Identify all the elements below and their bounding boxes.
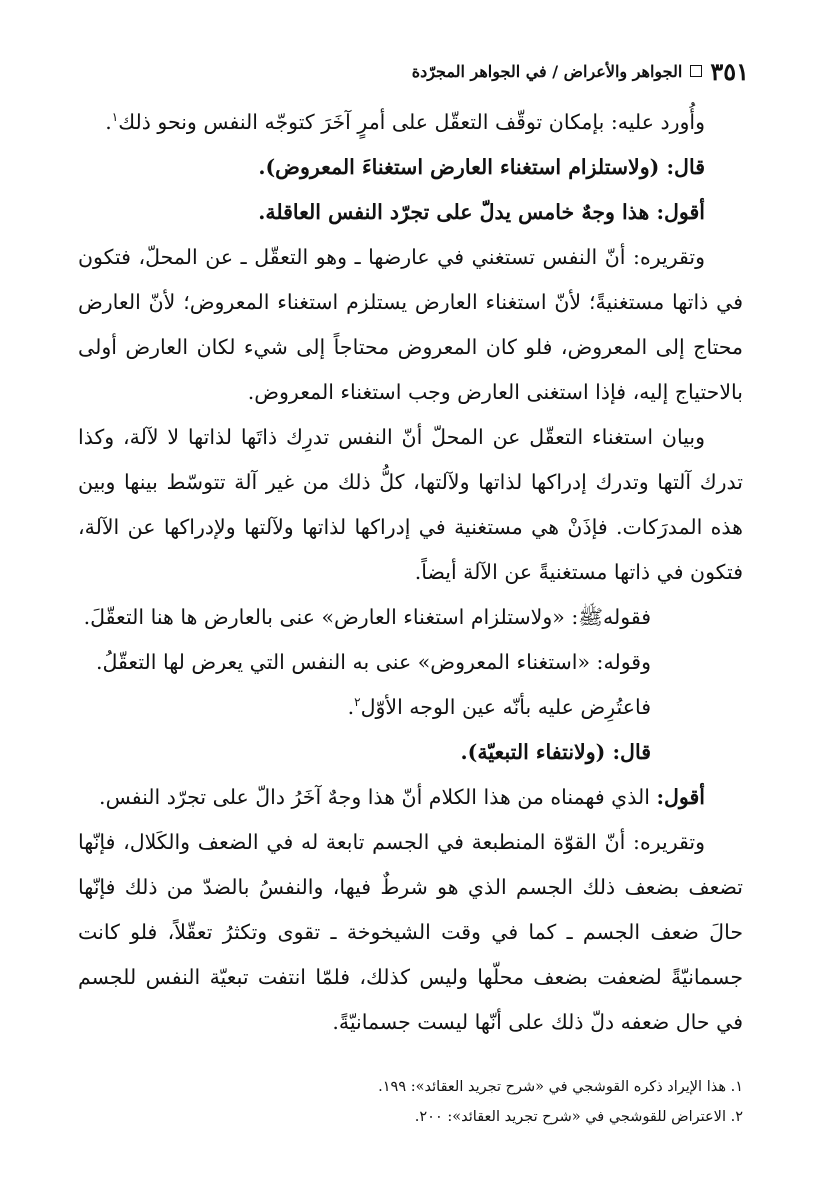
footnotes xyxy=(78,1072,743,1132)
aqulu-label: أقول: xyxy=(656,200,705,224)
main-text xyxy=(78,100,743,1045)
footnote-ref-2[interactable]: ٢ xyxy=(354,695,361,710)
paragraph-explanation-1: وتقريره: أنّ النفس تستغني في عارضها ـ وهو التعقّل ـ عن المحلّ، فتكون في ذاتها مستغنيةً؛ لأنّ استغناء العارض يستلزم استغناء المعروض؛ لأنّ العارض محتاج إلى المعروض، فلو كان المعروض محتاجاً إلى شيء لكان العارض أولى بالاحتياج إليه، فإذا استغنى العارض وجب استغناء المعروض. xyxy=(78,245,743,404)
qala-label: قال: xyxy=(666,155,705,179)
square-separator-icon xyxy=(690,65,702,77)
running-header xyxy=(72,56,749,86)
footnote-1: ١. هذا الإيراد ذكره القوشجي في «شرح تجريد العقائد»: ١٩٩. xyxy=(378,1079,743,1095)
paragraph-explanation-2: وبيان استغناء التعقّل عن المحلّ أنّ النفس تدرِك ذاتَها لذاتها لا لآلة، وكذا تدرك آلتها وتدرك إدراكها لذاتها ولآلتها، كلُّ ذلك من غير آلة تتوسّط بينها وبين هذه المدرَكات. فإذَنْ هي مستغنية في إدراكها لذاتها ولآلتها ولإدراكها عن الآلة، فتكون في ذاتها مستغنيةً عن الآلة أيضاً. xyxy=(78,425,743,584)
paragraph-objection: وأُورد عليه: بإمكان توقّف التعقّل على أمرٍ آخَرَ كتوجّه النفس ونحو ذلك$^١$. xyxy=(105,110,705,134)
paragraph-aqulu-2: أقول: الذي فهمناه من هذا الكلام أنّ هذا وجهٌ آخَرُ دالّ على تجرّد النفس. xyxy=(99,785,705,809)
paragraph-qala-2: قال: (ولانتفاء التبعيّة). xyxy=(460,740,651,764)
footnote-2: ٢. الاعتراض للقوشجي في «شرح تجريد العقائد»: ٢٠٠. xyxy=(414,1109,743,1125)
paragraph-quote-1: فقوله‌ﷺ: «ولاستلزام استغناء العارض» عنى بالعارض ها هنا التعقّلَ. xyxy=(83,605,651,629)
paragraph-explanation-3: وتقريره: أنّ القوّة المنطبعة في الجسم تابعة له في الضعف والكَلال، فإنّها تضعف بضعف ذلك الجسم الذي هو شرطٌ فيها، والنفسُ بالضدّ من ذلك فإنّها حالَ ضعف الجسم ـ كما في وقت الشيخوخة ـ تقوى وتكثرُ تعقّلاً، فلو كانت جسمانيّةً لضعفت بضعف محلّها وليس كذلك، فلمّا انتفت تبعيّة النفس للجسم في حال ضعفه دلّ ذلك على أنّها ليست جسمانيّةً. xyxy=(78,830,743,1034)
paragraph-quote-2: وقوله: «استغناء المعروض» عنى به النفس التي يعرض لها التعقّلُ. xyxy=(96,650,651,674)
paragraph-text: وأُورد عليه: بإمكان توقّف التعقّل على أمرٍ آخَرَ كتوجّه النفس ونحو ذلك xyxy=(118,110,705,134)
aqulu-label: أقول: xyxy=(656,785,705,809)
qala-label: قال: xyxy=(612,740,651,764)
paragraph-objection-2: فاعتُرِض عليه بأنّه عين الوجه الأوّل$^٢$. xyxy=(347,695,651,719)
footnote-ref-1[interactable]: ١ xyxy=(111,110,119,125)
page-number: ٣٥١ xyxy=(710,56,749,86)
paragraph-aqulu-1: أقول: هذا وجهٌ خامس يدلّ على تجرّد النفس العاقلة. xyxy=(258,200,705,224)
paragraph-qala-1: قال: (ولاستلزام استغناء العارض استغناءَ المعروض). xyxy=(258,155,705,179)
running-title: الجواهر والأعراض / في الجواهر المجرّدة xyxy=(411,61,683,81)
